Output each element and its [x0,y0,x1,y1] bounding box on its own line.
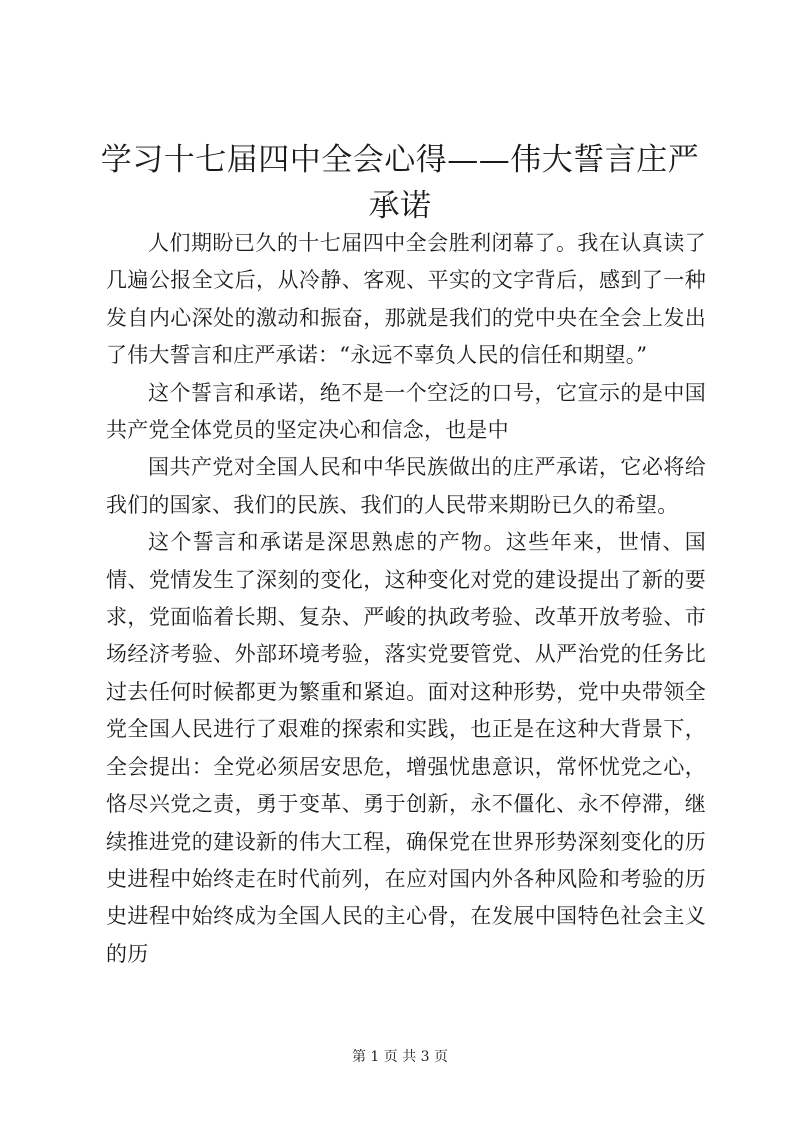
document-body [106,225,706,973]
paragraph: 人们期盼已久的十七届四中全会胜利闭幕了。我在认真读了几遍公报全文后，从冷静、客观、平实的文字背后，感到了一种发自内心深处的激动和振奋，那就是我们的党中央在全会上发出了伟大誓言和庄严承诺：“永远不辜负人民的信任和期望。” [106,231,706,368]
paragraph: 国共产党对全国人民和中华民族做出的庄严承诺，它必将给我们的国家、我们的民族、我们的人民带来期盼已久的希望。 [106,455,706,517]
paragraph: 这个誓言和承诺是深思熟虑的产物。这些年来，世情、国情、党情发生了深刻的变化，这种变化对党的建设提出了新的要求，党面临着长期、复杂、严峻的执政考验、改革开放考验、市场经济考验、外部环境考验，落实党要管党、从严治党的任务比过去任何时候都更为繁重和紧迫。面对这种形势，党中央带领全党全国人民进行了艰难的探索和实践，也正是在这种大背景下，全会提出：全党必须居安思危，增强忧患意识，常怀忧党之心，恪尽兴党之责，勇于变革、勇于创新，永不僵化、永不停滞，继续推进党的建设新的伟大工程，确保党在世界形势深刻变化的历史进程中始终走在时代前列，在应对国内外各种风险和考验的历史进程中始终成为全国人民的主心骨，在发展中国特色社会主义的历 [106,530,706,966]
page-footer: 第 1 页 共 3 页 [351,1049,449,1065]
document-title: 学习十七届四中全会心得——伟大誓言庄严承诺 [100,142,700,224]
paragraph: 这个誓言和承诺，绝不是一个空泛的口号，它宣示的是中国共产党全体党员的坚定决心和信念，也是中 [106,380,706,443]
